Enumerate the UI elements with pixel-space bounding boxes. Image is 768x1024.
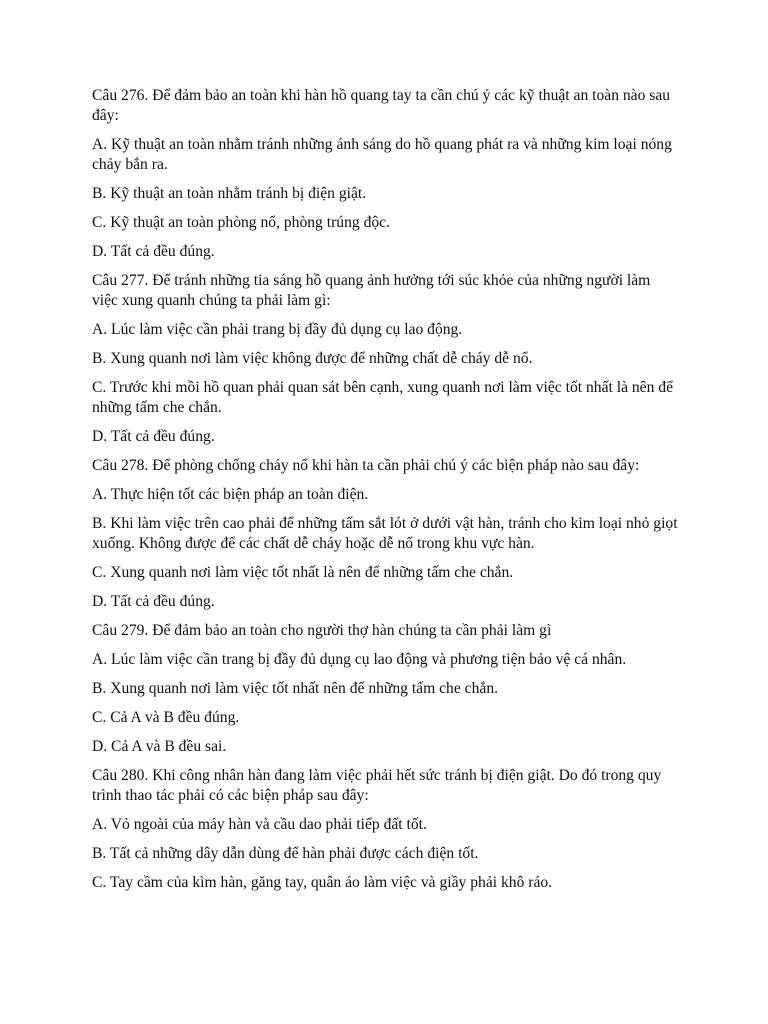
answer-280-a: A. Vỏ ngoài của máy hàn và cầu dao phải tiếp đất tốt. bbox=[92, 816, 427, 833]
answer-277-d: D. Tất cả đều đúng. bbox=[92, 428, 215, 445]
answer-277-b: B. Xung quanh nơi làm việc không được để những chất dễ cháy dễ nổ. bbox=[92, 350, 533, 367]
question-279: Câu 279. Để đảm bảo an toàn cho người thợ hàn chúng ta cần phải làm gì bbox=[92, 622, 552, 639]
document-body bbox=[92, 86, 678, 902]
answer-279-a: A. Lúc làm việc cần trang bị đầy đủ dụng cụ lao động và phương tiện bảo vệ cá nhân. bbox=[92, 651, 627, 668]
answer-276-a: A. Kỹ thuật an toàn nhằm tránh những ánh sáng do hồ quang phát ra và những kim loại nóng chảy bắn ra. bbox=[92, 136, 672, 173]
answer-278-d: D. Tất cả đều đúng. bbox=[92, 593, 215, 610]
answer-278-b: B. Khi làm việc trên cao phải để những tấm sắt lót ở dưới vật hàn, tránh cho kim loại nhỏ giọt xuống. Không được để các chất dễ cháy hoặc dễ nổ trong khu vực hàn. bbox=[92, 515, 678, 552]
answer-276-d: D. Tất cả đều đúng. bbox=[92, 243, 215, 260]
answer-278-c: C. Xung quanh nơi làm việc tốt nhất là nên để những tấm che chắn. bbox=[92, 564, 514, 581]
answer-279-c: C. Cả A và B đều đúng. bbox=[92, 709, 240, 726]
answer-277-c: C. Trước khi mồi hồ quan phải quan sát bên cạnh, xung quanh nơi làm việc tốt nhất là nên để những tấm che chắn. bbox=[92, 379, 674, 416]
question-277: Câu 277. Để tránh những tia sáng hồ quang ảnh hưởng tới súc khỏe của những người làm việc xung quanh chúng ta phải làm gì: bbox=[92, 272, 651, 309]
question-278: Câu 278. Để phòng chống cháy nổ khi hàn ta cần phải chú ý các biện pháp nào sau đây: bbox=[92, 457, 640, 474]
answer-277-a: A. Lúc làm việc cần phải trang bị đầy đủ dụng cụ lao động. bbox=[92, 321, 463, 338]
answer-279-b: B. Xung quanh nơi làm việc tốt nhất nên để những tấm che chắn. bbox=[92, 680, 499, 697]
answer-278-a: A. Thực hiện tốt các biện pháp an toàn điện. bbox=[92, 486, 369, 503]
question-280: Câu 280. Khi công nhân hàn đang làm việc phải hết sức tránh bị điện giật. Do đó trong quy trình thao tác phải có các biện pháp sau đây: bbox=[92, 767, 662, 804]
answer-279-d: D. Cả A và B đều sai. bbox=[92, 738, 227, 755]
answer-280-b: B. Tất cả những dây dẫn dùng để hàn phải được cách điện tốt. bbox=[92, 845, 479, 862]
answer-276-c: C. Kỹ thuật an toàn phòng nổ, phòng trúng độc. bbox=[92, 214, 390, 231]
answer-280-c: C. Tay cầm của kìm hàn, găng tay, quân áo làm việc và giầy phải khô ráo. bbox=[92, 874, 553, 891]
answer-276-b: B. Kỹ thuật an toàn nhằm tránh bị điện giật. bbox=[92, 185, 367, 202]
question-276: Câu 276. Để đảm bảo an toàn khi hàn hồ quang tay ta cần chú ý các kỹ thuật an toàn nào sau đây: bbox=[92, 87, 671, 124]
